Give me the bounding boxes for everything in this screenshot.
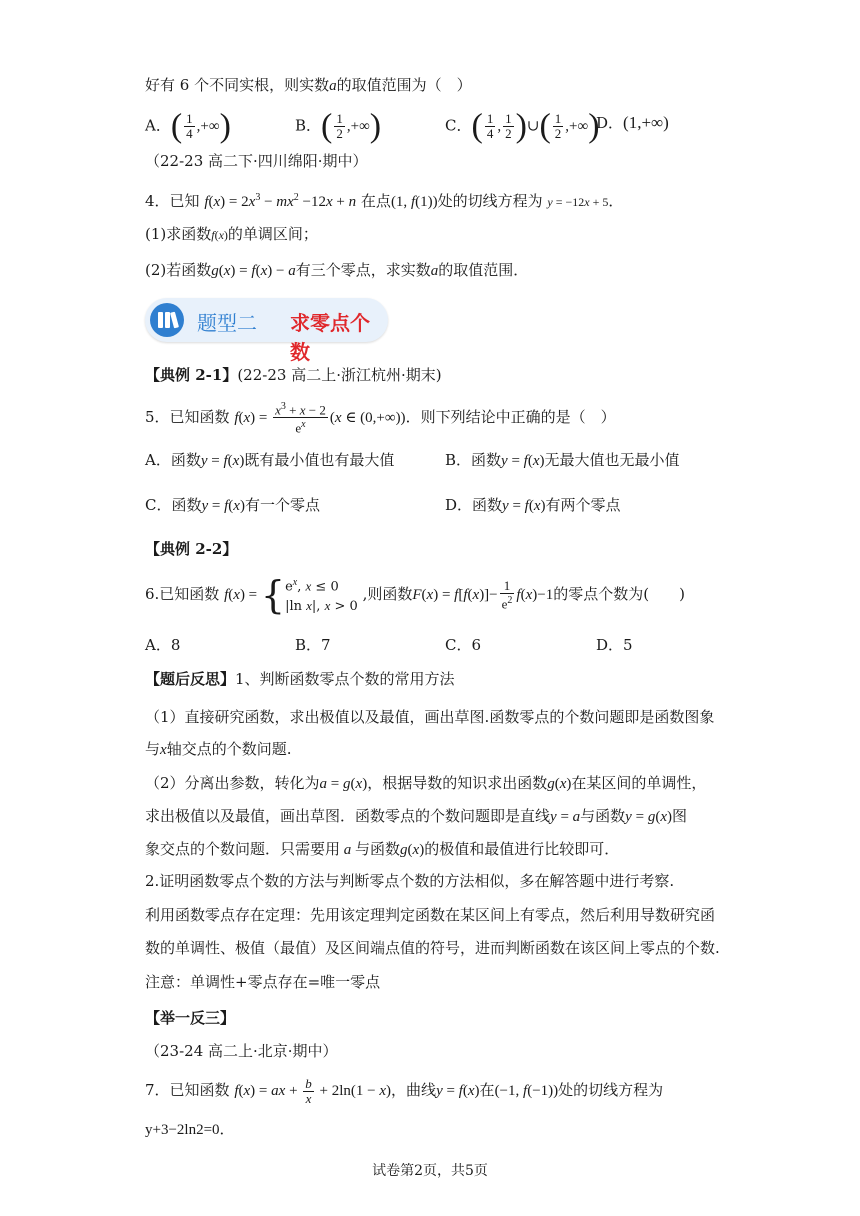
option-text-2: 有两个零点 [545,496,621,514]
q7-equation-line: y+3−2ln2=0． [145,1120,235,1138]
q5-stem: 5．已知函数 f(x) = $\frac{x^3 + x - 2}{e^x}$ (x ∈ (0,+∞))．则下列结论中正确的是（ ） [145,401,616,436]
q3-option-a[interactable]: A．( $\frac{1}{4}$ ,+∞) [145,107,231,145]
banner-subtitle: 求零点个数 [290,311,370,364]
reflection-label: 【题后反思】 [145,670,236,688]
option-text-2: 有一个零点 [244,496,320,514]
example-source: (22-23 高二上·浙江杭州·期末) [237,366,442,384]
reflection-line-9: 注意：单调性+零点存在=唯一零点 [145,973,381,991]
option-label: C． [445,116,472,135]
q4-number: 4．已知 [145,192,200,210]
q4-mid2: 处的切线方程为 [437,192,543,210]
option-text-2: 既有最小值也有最大值 [244,451,395,469]
q6-end: 的零点个数为( ) [553,585,685,603]
q6-stem: 6.已知函数 f(x) = { $e^x$, x ≤ 0 |ln x|, x > 0 ,则函数F(x) = f[f(x)]− $\frac{1}{e^2}$ f(x)−1的零点个数为( ) [145,573,685,617]
text: 与函数 [355,840,401,858]
reflection-line-7: 利用函数零点存在定理：先用该定理判定函数在某区间上有零点，然后利用导数研究函 [145,906,716,924]
q7-number: 7．已知函数 [145,1081,230,1099]
text: 轴交点的个数问题. [166,740,292,758]
q4-stem: 4．已知 $f(x) = 2x^3 - mx^2 -12x + n$ 在点(1, f(1))处的切线方程为 y = −12x + 5． [145,192,624,210]
reflection-point-1: 1、判断函数零点个数的常用方法 [235,670,455,688]
q4-source: （22-23 高二下·四川绵阳·期中） [145,152,368,170]
text: 与 [145,740,161,758]
q6-number: 6.已知函数 [145,585,220,603]
reflection-line-4: 求出极值以及最值，画出草图．函数零点的个数问题即是直线y = a与函数y = g(x)图 [145,807,687,825]
q7-mid2: 在 [479,1081,495,1099]
q6-option-c[interactable]: C．6 [445,636,482,654]
q4-p1-text: (1)求函数 [145,225,212,243]
text: ，根据导数的知识求出函数 [367,774,548,792]
q4-part-2: (2)若函数g(x) = f(x) − a有三个零点，求实数a的取值范围． [145,261,529,279]
q7-equation: y+3−2ln2=0 [145,1122,220,1138]
q7-mid3: 处的切线方程为 [558,1081,664,1099]
q4-part-1: (1)求函数f(x)的单调区间； [145,225,318,243]
example-2-1-heading [145,364,442,386]
text: 的极值和最值进行比较即可． [424,840,620,858]
reflection-line-6: 2.证明函数零点个数的方法与判断零点个数的方法相似，多在解答题中进行考察. [145,872,675,890]
text: 在某区间的单调性， [571,774,707,792]
banner-title: 题型二 [197,311,257,335]
text: 图 [671,807,687,825]
var-a: a [329,78,337,94]
q6-mid: ,则函数 [362,585,413,603]
q5-end: ．则下列结论中正确的是（ ） [405,407,616,426]
q5-option-d[interactable]: D．函数y = f(x)有两个零点 [445,496,621,514]
q4-p2-text2: 有三个零点，求实数 [295,261,431,279]
section-banner [145,298,388,364]
q5-option-a[interactable]: A．函数y = f(x)既有最小值也有最大值 [145,451,395,469]
page-footer: 试卷第2页，共5页 [372,1163,488,1179]
q3-option-c[interactable]: C．( $\frac{1}{4}$ , $\frac{1}{2}$ )∪( $\frac{1}{2}$ ,+∞) [445,107,600,145]
option-label: D． [596,114,624,132]
q4-mid: 在点 [360,192,391,210]
example-2-2-heading: 【典例 2-2】 [145,540,238,558]
q5-option-c[interactable]: C．函数y = f(x)有一个零点 [145,496,320,514]
option-text: D．函数 [445,496,503,514]
q3-text-2: 的取值范围为（ ） [336,76,472,94]
reflection-line-2: 与x轴交点的个数问题. [145,740,292,758]
option-text: B．函数 [445,451,502,469]
q6-option-d[interactable]: D．5 [596,636,633,654]
text: 象交点的个数问题．只需要用 [145,840,341,858]
q3-option-d[interactable]: D．(1,+∞) [596,113,669,132]
option-text: A．函数 [145,451,201,469]
books-icon [150,303,184,337]
q7-source: （23-24 高二上·北京·期中） [145,1042,338,1060]
reflection-line-1: （1）直接研究函数，求出极值以及最值，画出草图.函数零点的个数问题即是函数图象 [145,708,715,726]
option-text-2: 无最大值也无最小值 [544,451,680,469]
option-text: C．函数 [145,496,202,514]
q3-option-b[interactable]: B．( $\frac{1}{2}$ ,+∞) [295,107,382,145]
q7-stem: 7．已知函数 f(x) = ax + $\frac{b}{x}$ + 2ln(1 − x)，曲线y = f(x)在(−1, f(−1))处的切线方程为 [145,1075,664,1106]
q5-option-b[interactable]: B．函数y = f(x)无最大值也无最小值 [445,451,680,469]
text: 求出极值以及最值，画出草图．函数零点的个数问题即是直线 [145,807,551,825]
q3-tail-line [145,74,472,97]
example-label: 【典例 2-1】 [145,366,238,384]
q6-option-a[interactable]: A．8 [145,636,181,654]
q4-p1-text2: 的单调区间； [227,225,318,243]
reflection-line-5: 象交点的个数问题．只需要用 a 与函数g(x)的极值和最值进行比较即可． [145,840,620,858]
q4-p2-text: (2)若函数 [145,261,212,279]
q5-number: 5．已知函数 [145,407,230,426]
reflection-line-8: 数的单调性、极值（最值）及区间端点值的符号，进而判断函数在该区间上零点的个数. [145,939,720,957]
option-label: A． [145,116,171,135]
q7-mid: ，曲线 [391,1081,437,1099]
q4-p2-text3: 的取值范围． [438,261,529,279]
practice-heading: 【举一反三】 [145,1009,236,1027]
q6-option-b[interactable]: B．7 [295,636,331,654]
text: （2）分离出参数，转化为 [145,774,320,792]
option-label: B． [295,116,322,135]
reflection-heading [145,668,455,690]
reflection-line-3: （2）分离出参数，转化为a = g(x)，根据导数的知识求出函数g(x)在某区间的单调性， [145,774,707,792]
q3-text: 好有 6 个不同实根，则实数 [145,76,330,94]
text: 与函数 [580,807,626,825]
